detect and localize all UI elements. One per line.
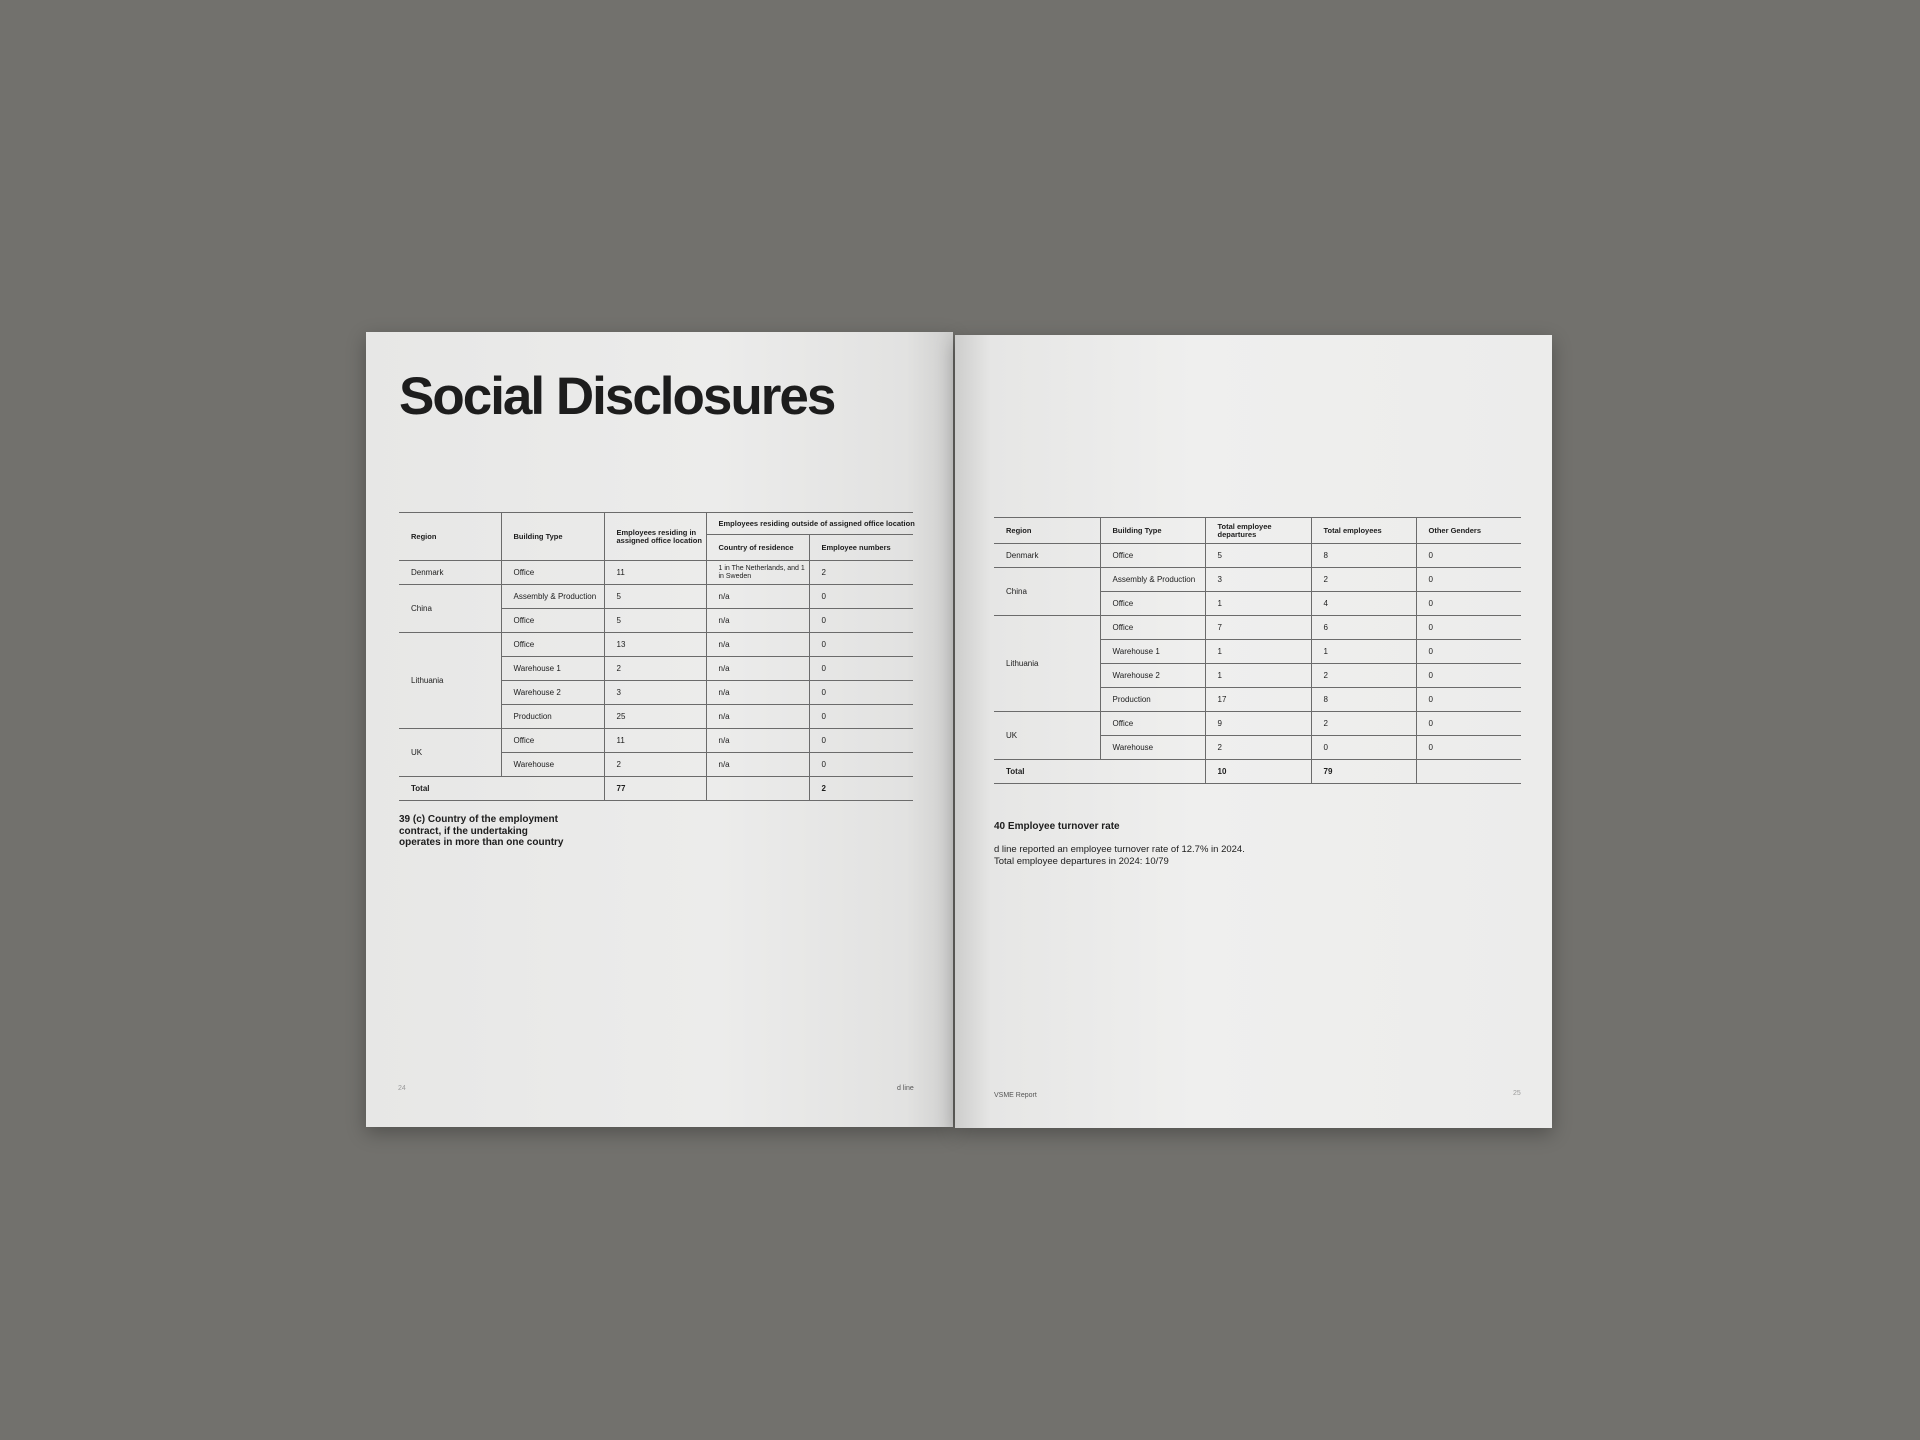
table-row [994, 616, 1521, 640]
building-cell: Production [501, 705, 604, 729]
total-departures: 10 [1205, 760, 1311, 784]
col-header-building-type: Building Type [1100, 518, 1205, 544]
building-cell: Office [1100, 544, 1205, 568]
table-header-row [399, 513, 913, 535]
numbers-cell: 0 [809, 705, 913, 729]
residing-cell: 25 [604, 705, 706, 729]
building-cell: Warehouse 1 [501, 657, 604, 681]
col-header-departures: Total employee departures [1205, 518, 1311, 544]
numbers-cell: 0 [809, 609, 913, 633]
departures-cell: 1 [1205, 640, 1311, 664]
table-caption: 39 (c) Country of the employment contract, if the undertaking operates in more than one country [399, 814, 564, 848]
region-cell: China [994, 568, 1100, 616]
numbers-cell: 0 [809, 681, 913, 705]
table-row [994, 544, 1521, 568]
col-header-region: Region [399, 513, 501, 561]
building-cell: Office [501, 633, 604, 657]
left-page [366, 332, 953, 1127]
total-label: Total [399, 777, 604, 801]
other-genders-cell: 0 [1416, 736, 1521, 760]
other-genders-cell: 0 [1416, 616, 1521, 640]
numbers-cell: 0 [809, 729, 913, 753]
right-page [955, 335, 1552, 1128]
other-genders-cell: 0 [1416, 712, 1521, 736]
numbers-cell: 0 [809, 585, 913, 609]
residing-cell: 11 [604, 561, 706, 585]
building-cell: Office [1100, 592, 1205, 616]
building-cell: Office [1100, 616, 1205, 640]
total-employees: 79 [1311, 760, 1416, 784]
total-employees-cell: 1 [1311, 640, 1416, 664]
region-cell: UK [399, 729, 501, 777]
country-cell: n/a [706, 729, 809, 753]
departures-cell: 7 [1205, 616, 1311, 640]
building-cell: Assembly & Production [1100, 568, 1205, 592]
col-header-building-type: Building Type [501, 513, 604, 561]
building-cell: Warehouse [1100, 736, 1205, 760]
body-line-1: d line reported an employee turnover rate of 12.7% in 2024. [994, 844, 1245, 855]
departures-cell: 17 [1205, 688, 1311, 712]
table-row [994, 568, 1521, 592]
total-country-empty [706, 777, 809, 801]
building-cell: Assembly & Production [501, 585, 604, 609]
country-cell: 1 in The Netherlands, and 1 in Sweden [706, 561, 809, 585]
footer-report: VSME Report [994, 1092, 1037, 1099]
building-cell: Warehouse 2 [1100, 664, 1205, 688]
numbers-cell: 0 [809, 633, 913, 657]
building-cell: Warehouse [501, 753, 604, 777]
building-cell: Production [1100, 688, 1205, 712]
residing-cell: 5 [604, 609, 706, 633]
table-row [994, 712, 1521, 736]
numbers-cell: 2 [809, 561, 913, 585]
col-header-residing: Employees residing in assigned office location [604, 513, 706, 561]
total-residing: 77 [604, 777, 706, 801]
table-row [399, 585, 913, 609]
numbers-cell: 0 [809, 657, 913, 681]
building-cell: Office [1100, 712, 1205, 736]
residing-cell: 2 [604, 657, 706, 681]
country-cell: n/a [706, 657, 809, 681]
employment-location-table [399, 512, 913, 801]
region-cell: Denmark [994, 544, 1100, 568]
region-cell: UK [994, 712, 1100, 760]
building-cell: Office [501, 729, 604, 753]
other-genders-cell: 0 [1416, 544, 1521, 568]
col-header-outside-group: Employees residing outside of assigned office location [706, 513, 913, 535]
other-genders-cell: 0 [1416, 664, 1521, 688]
total-employees-cell: 2 [1311, 712, 1416, 736]
country-cell: n/a [706, 705, 809, 729]
total-label: Total [994, 760, 1205, 784]
page-title: Social Disclosures [399, 367, 835, 426]
country-cell: n/a [706, 681, 809, 705]
residing-cell: 13 [604, 633, 706, 657]
departures-cell: 3 [1205, 568, 1311, 592]
section-heading: 40 Employee turnover rate [994, 821, 1120, 832]
total-employees-cell: 2 [1311, 664, 1416, 688]
departures-cell: 2 [1205, 736, 1311, 760]
total-employees-cell: 2 [1311, 568, 1416, 592]
col-header-country: Country of residence [706, 535, 809, 561]
other-genders-cell: 0 [1416, 592, 1521, 616]
other-genders-cell: 0 [1416, 640, 1521, 664]
total-numbers: 2 [809, 777, 913, 801]
table-header-row [994, 518, 1521, 544]
col-header-numbers: Employee numbers [809, 535, 913, 561]
other-genders-cell: 0 [1416, 568, 1521, 592]
table-row [399, 729, 913, 753]
table-row [399, 561, 913, 585]
employee-turnover-table [994, 517, 1521, 784]
other-genders-cell: 0 [1416, 688, 1521, 712]
departures-cell: 5 [1205, 544, 1311, 568]
country-cell: n/a [706, 633, 809, 657]
col-header-region: Region [994, 518, 1100, 544]
building-cell: Office [501, 561, 604, 585]
table-total-row [399, 777, 913, 801]
departures-cell: 1 [1205, 664, 1311, 688]
total-employees-cell: 0 [1311, 736, 1416, 760]
total-employees-cell: 6 [1311, 616, 1416, 640]
body-line-2: Total employee departures in 2024: 10/79 [994, 856, 1169, 867]
col-header-total-employees: Total employees [1311, 518, 1416, 544]
building-cell: Warehouse 1 [1100, 640, 1205, 664]
departures-cell: 1 [1205, 592, 1311, 616]
region-cell: Lithuania [399, 633, 501, 729]
total-employees-cell: 4 [1311, 592, 1416, 616]
country-cell: n/a [706, 609, 809, 633]
residing-cell: 11 [604, 729, 706, 753]
country-cell: n/a [706, 753, 809, 777]
total-employees-cell: 8 [1311, 544, 1416, 568]
building-cell: Warehouse 2 [501, 681, 604, 705]
table-total-row [994, 760, 1521, 784]
departures-cell: 9 [1205, 712, 1311, 736]
residing-cell: 3 [604, 681, 706, 705]
col-header-other-genders: Other Genders [1416, 518, 1521, 544]
residing-cell: 2 [604, 753, 706, 777]
footer-brand: d line [897, 1085, 914, 1092]
total-other-empty [1416, 760, 1521, 784]
page-number: 24 [398, 1085, 406, 1092]
table-row [399, 633, 913, 657]
building-cell: Office [501, 609, 604, 633]
page-number: 25 [1513, 1090, 1521, 1097]
region-cell: Denmark [399, 561, 501, 585]
region-cell: Lithuania [994, 616, 1100, 712]
numbers-cell: 0 [809, 753, 913, 777]
total-employees-cell: 8 [1311, 688, 1416, 712]
residing-cell: 5 [604, 585, 706, 609]
region-cell: China [399, 585, 501, 633]
country-cell: n/a [706, 585, 809, 609]
